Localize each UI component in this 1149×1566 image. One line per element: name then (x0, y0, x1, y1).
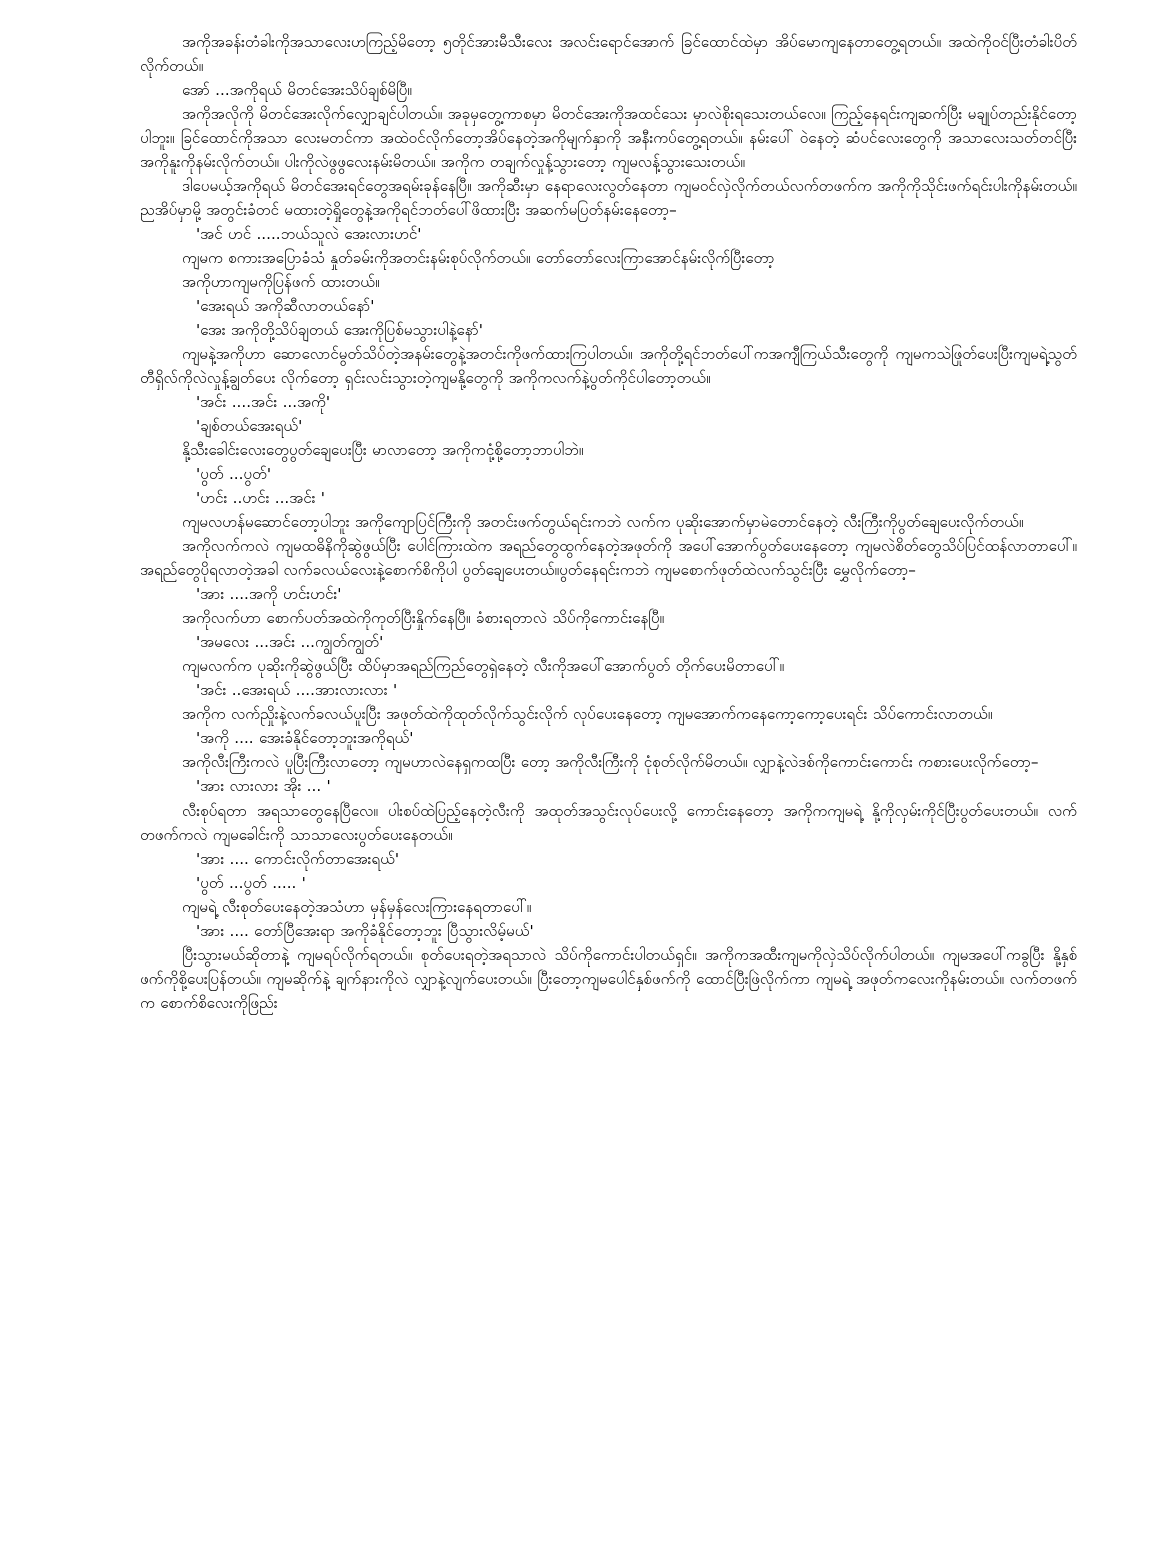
paragraph: နို့သီးခေါင်းလေးတွေပွတ်ချေပေးပြီး မာလာတော့ အကိုကငုံ့စို့တော့ဘာပါဘဲ။ (182, 441, 584, 460)
paragraph: အကိုက လက်ညှိုးနဲ့လက်ခလယ်ပူးပြီး အဖုတ်ထဲကိုထုတ်လိုက်သွင်းလိုက် လုပ်ပေးနေတော့ ကျမအောက်ကနေကော့ကော့ပေးရင်း သိပ်ကောင်းလာတယ်။ (182, 705, 993, 724)
paragraph: ကျမလဟန်မဆောင်တော့ပါဘူး အကိုကျောပြင်ကြီးကို အတင်းဖက်တွယ်ရင်းကဘဲ လက်က ပုဆိုးအောက်မှာမဲတောင်နေတဲ့ လီးကြီးကိုပွတ်ချေပေးလိုက်တယ်။ (182, 513, 1024, 532)
paragraph: အကိုဟာကျမကိုပြန်ဖက် ထားတယ်။ (182, 273, 380, 292)
dialogue-line: 'အင်း ....အင်း ...အကို' (196, 393, 331, 412)
dialogue-line: 'ဟင်း ..ဟင်း ...အင်း ' (196, 489, 325, 508)
dialogue-line: 'ပွတ် ...ပွတ် ..... ' (196, 873, 306, 892)
paragraph: ကျမနဲ့အကိုဟာ ဆောလောင်မွတ်သိပ်တဲ့အနမ်းတွေနဲ့အတင်းကိုဖက်ထားကြပါတယ်။ အကိုတို့ရင်ဘတ်ပေါ်ကအကျီကြယ်သီးတွေကို ကျမကသဲဖြုတ်ပေးပြီးကျမရဲ့သွတ်တီရှိလ်ကိုလဲလှုန့်ချွတ်ပေး လိုက်တော့ ရှင်းလင်းသွားတဲ့ကျမနို့တွေကို အကိုကလက်နဲ့ပွတ်ကိုင်ပါတော့တယ်။ (140, 345, 1077, 388)
paragraph: အကိုလီးကြီးကလဲ ပူပြီးကြီးလာတော့ ကျမဟာလဲနေရှကထပြီး တော့ အကိုလီးကြီးကို ငုံစုတ်လိုက်မိတယ်။ လျှာနဲ့လဲဒစ်ကိုကောင်းကောင်း ကစားပေးလိုက်တော့– (182, 753, 1039, 772)
dialogue-line: 'အား .... တော်ပြီအေးရာ အကိုခံနိုင်တော့ဘူး ပြီသွားလိမ့်မယ်' (196, 921, 534, 940)
paragraph: အကိုအခန်းတံခါးကိုအသာလေးဟကြည့်မိတော့ ၅တိုင်အားမီသီးလေး အလင်းရောင်အောက် ခြင်ထောင်ထဲမှာ အိပ်မောကျနေတာတွေ့ရတယ်။ အထဲကိုဝင်ပြီးတံခါးပိတ်လိုက်တယ်။ (140, 33, 1077, 76)
paragraph: အကိုလက်ဟာ စောက်ပတ်အထဲကိုကုတ်ပြီးနှိုက်နေပြီ။ ခံစားရတာလဲ သိပ်ကိုကောင်းနေပြီ။ (182, 609, 665, 628)
paragraph: ပြီးသွားမယ်ဆိုတာနဲ့ ကျမရပ်လိုက်ရတယ်။ စုတ်ပေးရတဲ့အရသာလဲ သိပ်ကိုကောင်းပါတယ်ရှင်။ အကိုကအထီးကျမကိုလှဲသိပ်လိုက်ပါတယ်။ ကျမအပေါ်ကခွပြီး နို့နှစ်ဖက်ကိုစို့ပေးပြန်တယ်။ ကျမဆိုက်နဲ့ ချက်နားကိုလဲ လျှာနဲ့လျက်ပေးတယ်။ ပြီးတော့ကျမပေါင်နှစ်ဖက်ကို ထောင်ပြီးဖြဲလိုက်ကာ ကျမရဲ့ အဖုတ်ကလေးကိုနမ်းတယ်။ လက်တဖက်က စောက်စိလေးကိုဖြည်း (140, 945, 1077, 1012)
paragraph: အကိုအလိုကို မိတင်အေးလိုက်လျှောချင်ပါတယ်။ အခုမှတွေ့ကာစမှာ မိတင်အေးကိုအထင်သေး မှာလဲစိုးရသေးတယ်လေ။ ကြည့်နေရင်းကျဆက်ပြီး မချုပ်တည်းနိုင်တော့ပါဘူး။ ခြင်ထောင်ကိုအသာ လေးမတင်ကာ အထဲဝင်လိုက်တော့အိပ်နေတဲ့အကိုမျက်နှာကို အနီးကပ်တွေ့ရတယ်။ နမ်းပေါ် ဝဲနေတဲ့ ဆံပင်လေးတွေကို အသာလေးသတ်တင်ပြီး အကိုနူးကိုနမ်းလိုက်တယ်။ ပါးကိုလဲဖွဖွလေးနမ်းမိတယ်။ အကိုက တချက်လှုန့်သွားတော့ ကျမလန့်သွားသေးတယ်။ (140, 105, 1077, 172)
dialogue-line: 'အား လားလား အိုး ... ' (196, 777, 331, 796)
paragraph: အော် ...အကိုရယ် မိတင်အေးသိပ်ချစ်မိပြီ။ (182, 81, 412, 100)
document-body (140, 30, 1077, 1015)
dialogue-line: 'အင် ဟင် .....ဘယ်သူလဲ အေးလားဟင်' (196, 225, 422, 244)
paragraph: အကိုလက်ကလဲ ကျမထဓိနိကိုဆွဲဖွယ်ပြီး ပေါင်ကြားထဲက အရည်တွေထွက်နေတဲ့အဖုတ်ကို အပေါ်အောက်ပွတ်ပေးနေတော့ ကျမလဲစိတ်တွေသိပ်ပြင်ထန်လာတာပေါ်။ အရည်တွေပိုရလာတဲ့အခါ လက်ခလယ်လေးနဲ့စောက်စိကိုပါ ပွတ်ချေပေးတယ်။ပွတ်နေရင်းကဘဲ ကျမစောက်ဖုတ်ထဲလက်သွင်းပြီး မွှေလိုက်တော့– (140, 537, 1077, 580)
paragraph: ကျမရဲ့ လီးစုတ်ပေးနေတဲ့အသံဟာ မှန်မှန်လေးကြားနေရတာပေါ်။ (182, 897, 532, 916)
dialogue-line: 'အေး အကိုတို့သိပ်ချတယ် အေးကိုပြစ်မသွားပါနဲ့နော်' (196, 321, 483, 340)
paragraph: ကျမလက်က ပုဆိုးကိုဆွဲဖွယ်ပြီး ထိပ်မှာအရည်ကြည်တွေရှဲနေတဲ့ လီးကိုအပေါ်အောက်ပွတ် တိုက်ပေးမိတာပေါ်။ (182, 657, 785, 676)
dialogue-line: 'အား .... ကောင်းလိုက်တာအေးရယ်' (196, 849, 400, 868)
dialogue-line: 'အကို .... အေးခံနိုင်တော့ဘူးအကိုရယ်' (196, 729, 414, 748)
dialogue-line: 'ပွတ် ...ပွတ်' (196, 465, 272, 484)
dialogue-line: 'အား ....အကို ဟင်းဟင်း' (196, 585, 342, 604)
dialogue-line: 'အမလေး ...အင်း ...ကျွတ်ကျွတ်' (196, 633, 384, 652)
paragraph: ကျမက စကားအပြောခံသံ နှုတ်ခမ်းကိုအတင်းနမ်းစုပ်လိုက်တယ်။ တော်တော်လေးကြာအောင်နမ်းလိုက်ပြီးတော့ (182, 249, 775, 268)
dialogue-line: 'အင်း ..အေးရယ် ....အားလားလား ' (196, 681, 398, 700)
dialogue-line: 'ချစ်တယ်အေးရယ်' (196, 417, 303, 436)
paragraph: ဒါပေမယ့်အကိုရယ် မိတင်အေးရင်တွေအရမ်းခုန်နေပြီ။ အကိုဆီးမှာ နေရာလေးလွတ်နေတာ ကျမဝင်လှဲလိုက်တယ်လက်တဖက်က အကိုကိုသိုင်းဖက်ရင်းပါးကိုနမ်းတယ်။ ညအိပ်မှာမို့ အတွင်းခံတင် မထားတဲ့ရှိုတွေနဲ့အကိုရင်ဘတ်ပေါ်ဖိထားပြီး အဆက်မပြတ်နမ်းနေတော့– (140, 177, 1077, 220)
dialogue-line: 'အေးရယ် အကိုဆီလာတယ်နော်' (196, 297, 375, 316)
paragraph: လီးစုပ်ရတာ အရသာတွေနေပြီလေ။ ပါးစပ်ထဲပြည့်နေတဲ့လီးကို အထုတ်အသွင်းလုပ်ပေးလို့ ကောင်းနေတော့ အကိုကကျမရဲ့ နို့ကိုလှမ်းကိုင်ပြီးပွတ်ပေးတယ်။ လက်တဖက်ကလဲ ကျမခေါင်းကို သာသာလေးပွတ်ပေးနေတယ်။ (140, 801, 1077, 844)
